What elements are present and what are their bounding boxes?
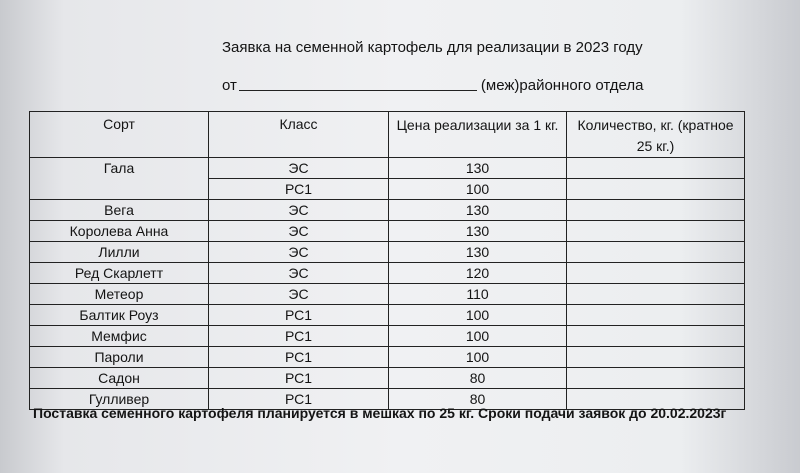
table-header-row	[30, 112, 745, 158]
from-prefix: от	[222, 77, 237, 94]
cell-class: ЭС	[209, 263, 389, 284]
cell-price: 100	[389, 347, 567, 368]
cell-quantity[interactable]	[567, 263, 745, 284]
table-row	[30, 347, 745, 368]
header-sort: Сорт	[30, 112, 209, 158]
form-title: Заявка на семенной картофель для реализации в 2023 году	[222, 39, 643, 56]
department-blank-field[interactable]	[239, 78, 477, 91]
cell-class: РС1	[209, 179, 389, 200]
cell-quantity[interactable]	[567, 242, 745, 263]
cell-class: ЭС	[209, 242, 389, 263]
table-row	[30, 368, 745, 389]
cell-price: 120	[389, 263, 567, 284]
cell-class: РС1	[209, 347, 389, 368]
table-row	[30, 305, 745, 326]
cell-class: ЭС	[209, 284, 389, 305]
table-row	[30, 284, 745, 305]
cell-quantity[interactable]	[567, 158, 745, 179]
table-row	[30, 326, 745, 347]
cell-price: 100	[389, 179, 567, 200]
cell-price: 130	[389, 221, 567, 242]
cell-price: 130	[389, 200, 567, 221]
cell-price: 110	[389, 284, 567, 305]
department-line	[222, 77, 643, 94]
cell-sort: Гала	[30, 158, 209, 200]
cell-price: 130	[389, 242, 567, 263]
cell-quantity[interactable]	[567, 200, 745, 221]
cell-sort: Королева Анна	[30, 221, 209, 242]
delivery-note: Поставка семенного картофеля планируется в мешках по 25 кг. Сроки подачи заявок до 20.02.2023г	[33, 405, 727, 421]
cell-price: 100	[389, 326, 567, 347]
cell-class: ЭС	[209, 200, 389, 221]
cell-quantity[interactable]	[567, 179, 745, 200]
cell-class: РС1	[209, 305, 389, 326]
cell-sort: Метеор	[30, 284, 209, 305]
table-row	[30, 200, 745, 221]
cell-sort: Гулливер	[30, 389, 209, 410]
cell-class: РС1	[209, 326, 389, 347]
table-row	[30, 221, 745, 242]
cell-class: ЭС	[209, 158, 389, 179]
from-suffix: (меж)районного отдела	[480, 77, 644, 94]
cell-sort: Балтик Роуз	[30, 305, 209, 326]
cell-class: ЭС	[209, 221, 389, 242]
cell-sort: Пароли	[30, 347, 209, 368]
cell-price: 80	[389, 389, 567, 410]
cell-sort: Вега	[30, 200, 209, 221]
cell-class: РС1	[209, 389, 389, 410]
header-price: Цена реализации за 1 кг.	[389, 112, 567, 158]
cell-sort: Ред Скарлетт	[30, 263, 209, 284]
cell-quantity[interactable]	[567, 347, 745, 368]
cell-sort: Садон	[30, 368, 209, 389]
cell-sort: Лилли	[30, 242, 209, 263]
order-table	[29, 111, 745, 410]
cell-class: РС1	[209, 368, 389, 389]
cell-quantity[interactable]	[567, 305, 745, 326]
header-quantity: Количество, кг. (кратное 25 кг.)	[567, 112, 745, 158]
cell-price: 100	[389, 305, 567, 326]
table-row	[30, 242, 745, 263]
table-row	[30, 263, 745, 284]
cell-price: 130	[389, 158, 567, 179]
cell-quantity[interactable]	[567, 326, 745, 347]
cell-quantity[interactable]	[567, 284, 745, 305]
header-class: Класс	[209, 112, 389, 158]
cell-price: 80	[389, 368, 567, 389]
cell-quantity[interactable]	[567, 368, 745, 389]
cell-sort: Мемфис	[30, 326, 209, 347]
table-row	[30, 158, 745, 179]
cell-quantity[interactable]	[567, 221, 745, 242]
